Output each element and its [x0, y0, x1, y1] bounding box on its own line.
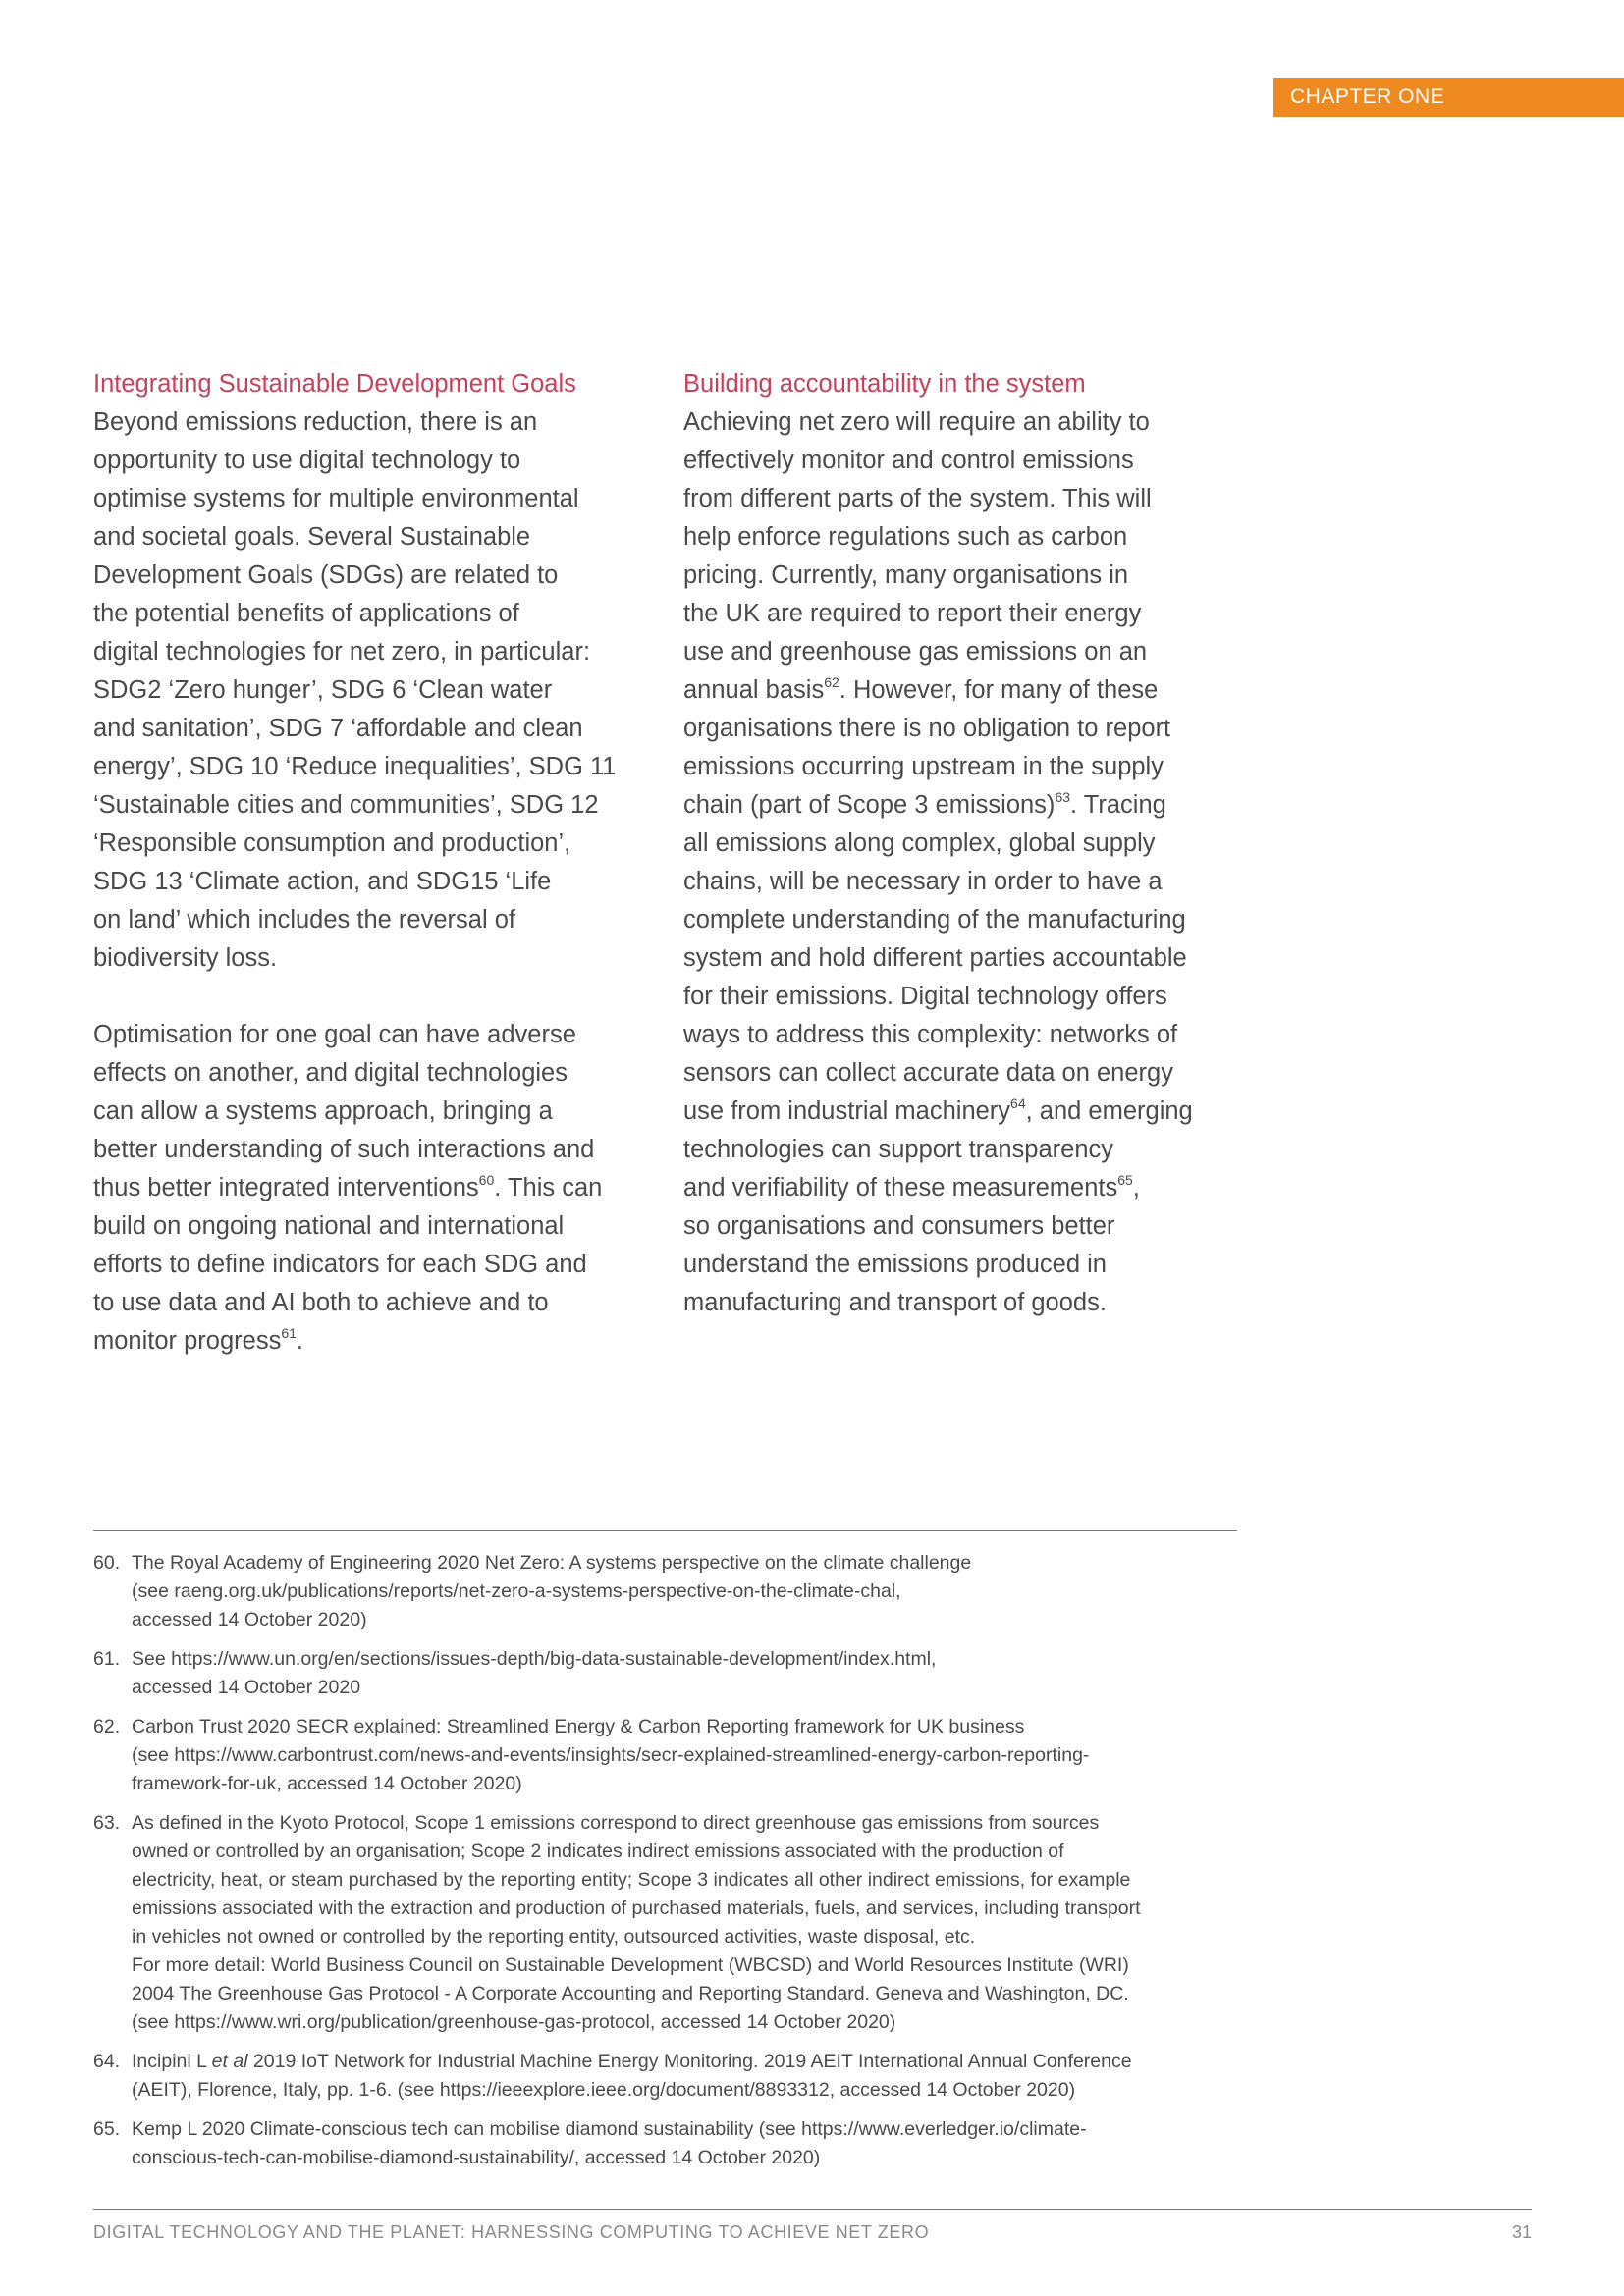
text-run: 2019 IoT Network for Industrial Machine Energy Monitoring. 2019 AEIT International Annual Conference (AEIT), Florence, Italy, pp. 1-6. (see https://ieeexplore.ieee.org/document/8893312, accessed 14 October 2020) [132, 2051, 1132, 2101]
footnote-text [132, 2051, 1132, 2101]
footnote-text: See https://www.un.org/en/sections/issues-depth/big-data-sustainable-development/index.html, accessed 14 October 2020 [132, 1648, 937, 1698]
text-run: Achieving net zero will require an ability to effectively monitor and control emissions from different parts of the system. This will help enforce regulations such as carbon pricing. Currently, many organisations in the UK are required to report their energy use and greenhouse gas emissions on an annual basis [683, 408, 1152, 704]
footnote-item [93, 2048, 1252, 2105]
paragraph [93, 1016, 643, 1361]
text-run: , and emerging technologies can support transparency and verifiability of these measurements [683, 1097, 1193, 1201]
footnote-number: 65. [93, 2118, 121, 2140]
footnote-text: Carbon Trust 2020 SECR explained: Streamlined Energy & Carbon Reporting framework for UK business (see https://www.carbontrust.com/news-and-events/insights/secr-explained-streamlined-energy-carbon-reporting- framework-for-uk, accessed 14 October 2020) [132, 1716, 1090, 1794]
footnote-ref[interactable]: 65 [1117, 1172, 1133, 1188]
footnote-item [93, 1549, 1252, 1634]
footnote-number: 63. [93, 1812, 121, 1834]
footnote-number: 60. [93, 1552, 121, 1574]
footer-divider [93, 2209, 1532, 2210]
footnote-divider [93, 1530, 1237, 1531]
footnote-ref[interactable]: 60 [478, 1172, 495, 1188]
text-run: . However, for many of these organisations there is no obligation to report emissions occurring upstream in the supply chain (part of Scope 3 emissions) [683, 676, 1171, 819]
footnote-ref[interactable]: 63 [1055, 789, 1071, 805]
footnote-item [93, 1809, 1252, 2037]
page-number: 31 [1511, 2222, 1532, 2242]
footnote-ref[interactable]: 62 [824, 674, 839, 690]
footnote-ref[interactable]: 64 [1010, 1095, 1026, 1111]
footnote-number: 61. [93, 1648, 121, 1670]
footnote-item [93, 2115, 1252, 2172]
chapter-tab: CHAPTER ONE [1273, 78, 1624, 117]
footnote-item [93, 1645, 1252, 1702]
footnote-text: Kemp L 2020 Climate-conscious tech can mobilise diamond sustainability (see https://www.everledger.io/climate- conscious-tech-can-mobilise-diamond-sustainability/, accessed 14 October 2020) [132, 2118, 1087, 2168]
text-run: . Tracing all emissions along complex, global supply chains, will be necessary in order to have a complete understanding of the manufacturing system and hold different parties accountable for their emissions. Digital technology offers ways to address this complexity: networks of sensors can collect accurate data on energy use from industrial machinery [683, 791, 1187, 1125]
footnote-text: As defined in the Kyoto Protocol, Scope 1 emissions correspond to direct greenhouse gas emissions from sources owned or controlled by an organisation; Scope 2 indicates indirect emissions associated with the production of electricity, heat, or steam purchased by the reporting entity; Scope 3 indicates all other indirect emissions, for example emissions associated with the extraction and production of purchased materials, fuels, and services, including transport in vehicles not owned or controlled by the reporting entity, outsourced activities, waste disposal, etc. For more detail: World Business Council on Sustainable Development (WBCSD) and World Resources Institute (WRI) 2004 The Greenhouse Gas Protocol - A Corporate Accounting and Reporting Standard. Geneva and Washington, DC. (see https://www.wri.org/publication/greenhouse-gas-protocol, accessed 14 October 2020) [132, 1812, 1141, 2033]
text-run: . [296, 1327, 303, 1355]
right-column [683, 365, 1253, 1322]
text-run: Incipini L [132, 2051, 212, 2072]
paragraph [683, 403, 1253, 1322]
text-run: Optimisation for one goal can have adverse effects on another, and digital technologies can allow a systems approach, bringing a better understanding of such interactions and thus better integrated interventions [93, 1021, 595, 1201]
section-heading-sdg: Integrating Sustainable Development Goals [93, 370, 576, 398]
left-column [93, 365, 643, 1361]
footnote-text: The Royal Academy of Engineering 2020 Net Zero: A systems perspective on the climate challenge (see raeng.org.uk/publications/reports/net-zero-a-systems-perspective-on-the-climate-chal, accessed 14 October 2020) [132, 1552, 972, 1630]
footer-publication-title: DIGITAL TECHNOLOGY AND THE PLANET: HARNESSING COMPUTING TO ACHIEVE NET ZERO [93, 2222, 930, 2242]
footnote-item [93, 1713, 1252, 1798]
footnotes-list [93, 1549, 1252, 2183]
footnote-number: 64. [93, 2051, 121, 2072]
footnote-number: 62. [93, 1716, 121, 1737]
paragraph: Beyond emissions reduction, there is an opportunity to use digital technology to optimise systems for multiple environmental and societal goals. Several Sustainable Development Goals (SDGs) are related to the potential benefits of applications of digital technologies for net zero, in particular: SDG2 ‘Zero hunger’, SDG 6 ‘Clean water and sanitation’, SDG 7 ‘affordable and clean energy’, SDG 10 ‘Reduce inequalities’, SDG 11 ‘Sustainable cities and communities’, SDG 12 ‘Responsible consumption and production’, SDG 13 ‘Climate action, and SDG15 ‘Life on land’ which includes the reversal of biodiversity loss. [93, 408, 617, 972]
text-run: . This can build on ongoing national and international efforts to define indicators for each SDG and to use data and AI both to achieve and to monitor progress [93, 1174, 603, 1355]
italic-text: et al [211, 2051, 248, 2072]
footnote-ref[interactable]: 61 [281, 1325, 297, 1341]
text-run: , so organisations and consumers better understand the emissions produced in manufacturing and transport of goods. [683, 1174, 1140, 1316]
section-heading-accountability: Building accountability in the system [683, 370, 1086, 398]
